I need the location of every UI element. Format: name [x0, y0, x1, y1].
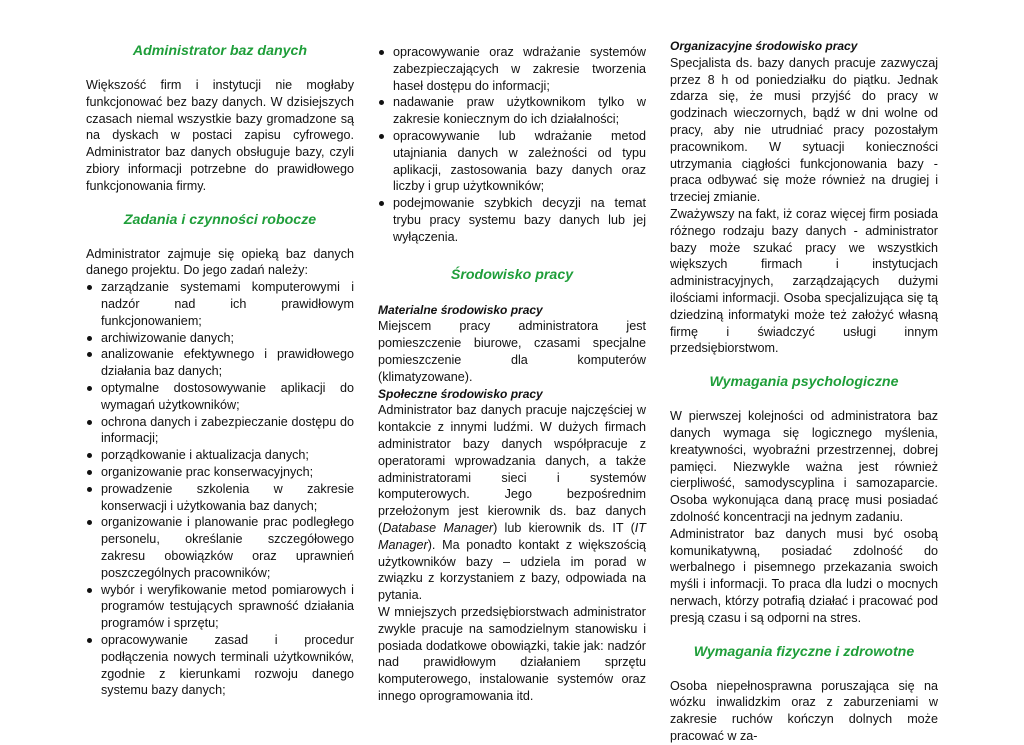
list-item: analizowanie efektywnego i prawidłowego działania baz danych;	[86, 346, 354, 380]
heading-tasks: Zadania i czynności robocze	[123, 211, 317, 228]
list-item: opracowywanie oraz wdrażanie systemów zabezpieczających w zakresie tworzenia haseł dostępu do informacji;	[378, 44, 646, 94]
list-item: optymalne dostosowywanie aplikacji do wymagań użytkowników;	[86, 380, 354, 414]
list-item: opracowywanie zasad i procedur podłączenia nowych terminali użytkowników, zgodnie z kierunkami rozwoju danego systemu bazy danych;	[86, 632, 354, 699]
term-database-manager: Database Manager	[382, 520, 494, 535]
psych-paragraph-1: W pierwszej kolejności od administratora baz danych wymaga się logicznego myślenia, kreatywności, wyobraźni przestrzennej, dobrej pamięci. Niezwykle ważna jest również cierpliwość, samodyscyplina i samozaparcie. Osoba wykonująca daną pracę musi posiadać zdolność koncentracji na jednym zadaniu.	[670, 409, 938, 524]
list-item: podejmowanie szybkich decyzji na temat trybu pracy systemu bazy danych lub jej wyłączenia.	[378, 195, 646, 245]
social-paragraph-1: Administrator baz danych pracuje najczęściej w kontakcie z innymi ludźmi. W dużych firmach administrator bazy danych współpracuje z operatorami wprowadzania danych, a także administratorami sieci i systemów komputerowych. Jego bezpośrednim przełożonym jest kierownik ds. baz danych (Database Manager) lub kierownik ds. IT (IT Manager). Ma ponadto kontakt z większością użytkowników bazy – udziela im porad w związku z korzystaniem z bazy, odpowiada na pytania.	[378, 403, 646, 603]
tasks-list-continued	[378, 44, 646, 246]
subheading-organizational: Organizacyjne środowisko pracy	[670, 39, 858, 53]
list-item: opracowywanie lub wdrażanie metod utajniania danych w zależności od typu aplikacji, zastosowania bazy danych oraz liczby i grup użytkowników;	[378, 128, 646, 195]
subheading-social: Społeczne środowisko pracy	[378, 386, 543, 401]
column-middle	[378, 44, 646, 705]
org-paragraph-1: Specjalista ds. bazy danych pracuje zazwyczaj przez 8 h od poniedziałku do piątku. Jednak zdarza się, że musi przyjść do pracy w godzinach wieczornych, bądź w dni wolne od pracy, aby nie utrudniać pracy pozostałym pracownikom. W sytuacji konieczności utrzymania ciągłości funkcjonowania bazy - praca odbywać się może również na drugiej i trzeciej zmianie.	[670, 55, 938, 205]
material-paragraph: Miejscem pracy administratora jest pomieszczenie biurowe, czasami specjalne pomieszczenie dla komputerów (klimatyzowane).	[378, 319, 646, 384]
org-paragraph-2: Zważywszy na fakt, iż coraz więcej firm posiada różnego rodzaju bazy danych - administrator bazy może szukać pracy we wszystkich większych firmach i instytucjach administracyjnych, zarządzających dużymi ilościami informacji. Osoba specjalizująca się tą dziedziną informatyki może też założyć własną firmę i świadczyć usługi innym przedsiębiorstwom.	[670, 206, 938, 356]
list-item: organizowanie i planowanie prac podległego personelu, określanie szczegółowego zakresu obowiązków oraz uprawnień poszczególnych pracowników;	[86, 514, 354, 581]
heading-psychological: Wymagania psychologiczne	[709, 374, 899, 391]
subheading-material: Materialne środowisko pracy	[378, 302, 543, 317]
heading-administrator: Administrator baz danych	[132, 43, 308, 59]
column-left	[86, 38, 354, 699]
tasks-intro: Administrator zajmuje się opieką baz danych danego projektu. Do jego zadań należy:	[86, 246, 354, 278]
list-item: ochrona danych i zabezpieczanie dostępu do informacji;	[86, 414, 354, 448]
list-item: archiwizowanie danych;	[86, 330, 354, 347]
list-item: prowadzenie szkolenia w zakresie konserwacji i użytkowania baz danych;	[86, 481, 354, 515]
list-item: zarządzanie systemami komputerowymi i nadzór nad ich prawidłowym funkcjonowaniem;	[86, 279, 354, 329]
psych-paragraph-2: Administrator baz danych musi być osobą komunikatywną, posiadać zdolność do werbalnego i pisemnego przekazania swoich myśli i informacji. To praca dla ludzi o mocnych nerwach, którzy potrafią działać i pracować pod presją czasu i są odporni na stres.	[670, 526, 938, 625]
heading-environment: Środowisko pracy	[450, 266, 574, 283]
list-item: porządkowanie i aktualizacja danych;	[86, 447, 354, 464]
intro-paragraph: Większość firm i instytucji nie mogłaby funkcjonować bez bazy danych. W dzisiejszych czasach niemal wszystkie bazy gromadzone są na dyskach w postaci zapisu cyfrowego. Administrator baz danych obsługuje bazy, czyli zbiory informacji potrzebne do prawidłowego funkcjonowania firmy.	[86, 78, 354, 193]
heading-physical: Wymagania fizyczne i zdrowotne	[693, 643, 915, 660]
social-paragraph-2: W mniejszych przedsiębiorstwach administrator zwykle pracuje na samodzielnym stanowisku i posiada dodatkowe obowiązki, takie jak: nadzór nad prawidłowym działaniem sprzętu komputerowego, instalowanie systemów oraz innego oprogramowania itd.	[378, 604, 646, 703]
list-item: wybór i weryfikowanie metod pomiarowych i programów testujących sprawność działania programów i sprzętu;	[86, 582, 354, 632]
phys-paragraph-1: Osoba niepełnosprawna poruszająca się na wózku inwalidzkim oraz z zaburzeniami w zakresie ruchów kończyn dolnych może pracować w za-	[670, 678, 938, 743]
column-right	[670, 38, 938, 745]
tasks-list	[86, 279, 354, 699]
list-item: organizowanie prac konserwacyjnych;	[86, 464, 354, 481]
list-item: nadawanie praw użytkownikom tylko w zakresie koniecznym do ich działalności;	[378, 94, 646, 128]
term-it-manager: IT Manager	[378, 520, 646, 552]
